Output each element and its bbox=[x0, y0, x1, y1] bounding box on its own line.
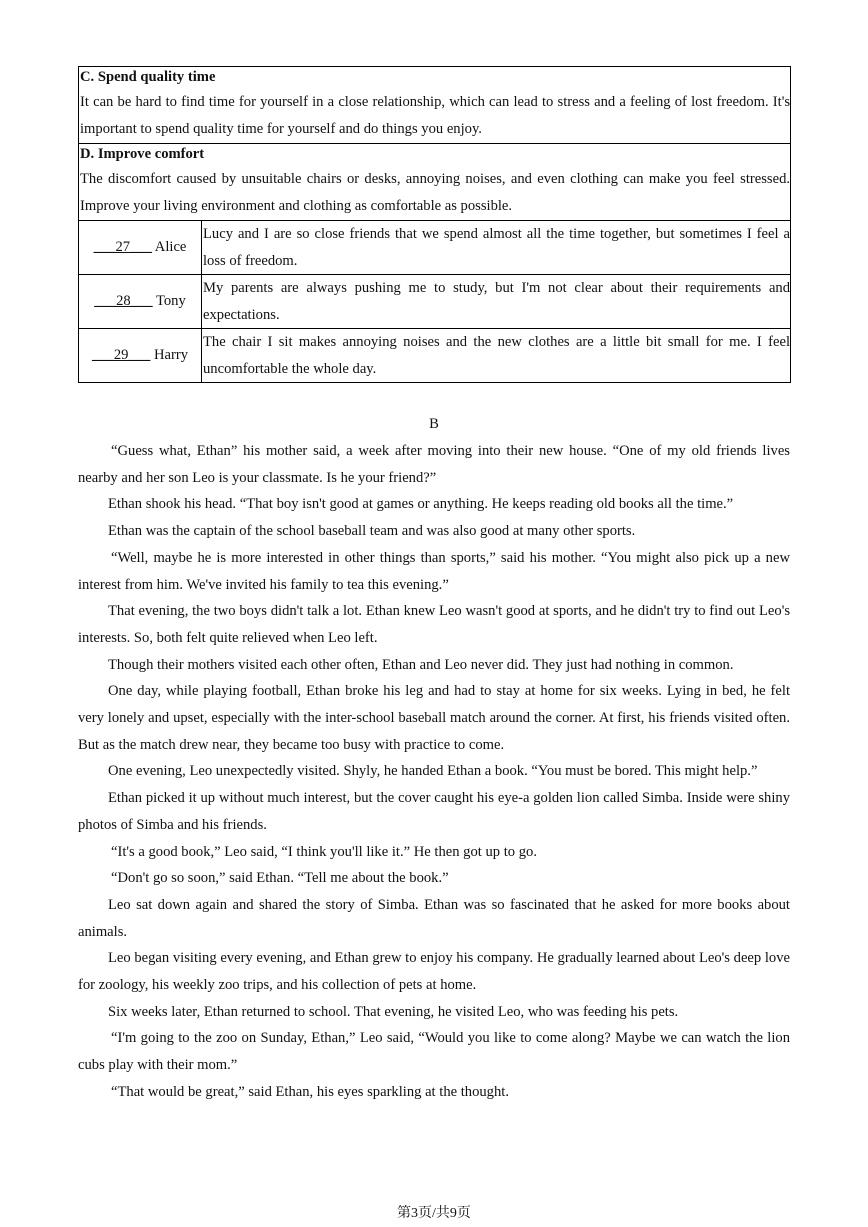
paragraph: Though their mothers visited each other often, Ethan and Leo never did. They just had nothing in common. bbox=[108, 656, 734, 673]
person-name: Harry bbox=[153, 347, 189, 364]
answer-blank[interactable]: ___28___ bbox=[94, 293, 153, 310]
paragraph: Ethan picked it up without much interest, but the cover caught his eye-a golden lion called Simba. Inside were shiny photos of Simba and his friends. bbox=[78, 790, 790, 833]
paragraph: Ethan shook his head. “That boy isn't good at games or anything. He keeps reading old books all the time.” bbox=[108, 496, 734, 513]
person-name: Alice bbox=[154, 239, 187, 256]
paragraph: “Well, maybe he is more interested in other things than sports,” said his mother. “You might also pick up a new interest from him. We've invited his family to tea this evening.” bbox=[78, 549, 790, 593]
section-cell bbox=[79, 67, 791, 144]
table-row bbox=[79, 329, 791, 383]
paragraph: Six weeks later, Ethan returned to school. That evening, he visited Leo, who was feeding his pets. bbox=[108, 1003, 679, 1020]
paragraph: “That would be great,” said Ethan, his eyes sparkling at the thought. bbox=[111, 1083, 509, 1100]
section-row-d bbox=[79, 144, 791, 221]
section-row-c bbox=[79, 67, 791, 144]
paragraph: “It's a good book,” Leo said, “I think you'll like it.” He then got up to go. bbox=[111, 843, 537, 860]
paragraph: Leo sat down again and shared the story of Simba. Ethan was so fascinated that he asked for more books about animals. bbox=[78, 896, 790, 940]
page-indicator: 第3页/共9页 bbox=[397, 1206, 471, 1221]
paragraph: Ethan was the captain of the school baseball team and was also good at many other sports. bbox=[108, 523, 636, 540]
paragraph: One day, while playing football, Ethan broke his leg and had to stay at home for six weeks. Lying in bed, he felt very lonely and upset, especially with the inter-school baseball match around the corner. At first, his friends visited often. But as the match drew near, they became too busy with practice to come. bbox=[78, 683, 790, 753]
passage-text bbox=[78, 438, 790, 1106]
paragraph: That evening, the two boys didn't talk a lot. Ethan knew Leo wasn't good at sports, and he didn't try to find out Leo's interests. So, both felt quite relieved when Leo left. bbox=[78, 603, 790, 646]
table-row bbox=[79, 275, 791, 329]
answer-blank[interactable]: ___29___ bbox=[91, 347, 151, 364]
answer-blank[interactable]: ___27___ bbox=[93, 239, 152, 256]
section-body: The discomfort caused by unsuitable chairs or desks, annoying noises, and even clothing can make you feel stressed. Improve your living environment and clothing as comfortable as possible. bbox=[80, 171, 791, 214]
passage-label: B bbox=[429, 416, 439, 432]
situation-text: My parents are always pushing me to study, but I'm not clear about their requirements and expectations. bbox=[202, 275, 791, 329]
strategy-matching-table bbox=[78, 66, 791, 383]
section-body: It can be hard to find time for yourself in a close relationship, which can lead to stress and a feeling of lost freedom. It's important to spend quality time for yourself and do things you enjoy. bbox=[80, 94, 791, 137]
paragraph: “Guess what, Ethan” his mother said, a week after moving into their new house. “One of my old friends lives nearby and her son Leo is your classmate. Is he your friend?” bbox=[78, 443, 790, 486]
answer-name-cell bbox=[79, 329, 202, 383]
section-cell bbox=[79, 144, 791, 221]
person-name: Tony bbox=[155, 293, 186, 310]
section-title: C. Spend quality time bbox=[80, 69, 216, 85]
paragraph: Leo began visiting every evening, and Ethan grew to enjoy his company. He gradually learned about Leo's deep love for zoology, his weekly zoo trips, and his collection of pets at home. bbox=[78, 950, 790, 994]
answer-name-cell bbox=[79, 275, 202, 329]
paragraph: “I'm going to the zoo on Sunday, Ethan,” Leo said, “Would you like to come along? Maybe we can watch the lion cubs play with their mom.” bbox=[78, 1030, 790, 1074]
paragraph: One evening, Leo unexpectedly visited. Shyly, he handed Ethan a book. “You must be bored. This might help.” bbox=[108, 763, 758, 780]
section-title: D. Improve comfort bbox=[80, 146, 205, 162]
situation-text: The chair I sit makes annoying noises and the new clothes are a little bit small for me. I feel uncomfortable the whole day. bbox=[202, 329, 791, 383]
table-row bbox=[79, 221, 791, 275]
answer-name-cell bbox=[79, 221, 202, 275]
situation-text: Lucy and I are so close friends that we spend almost all the time together, but sometimes I feel a loss of freedom. bbox=[202, 221, 791, 275]
paragraph: “Don't go so soon,” said Ethan. “Tell me about the book.” bbox=[111, 870, 449, 887]
